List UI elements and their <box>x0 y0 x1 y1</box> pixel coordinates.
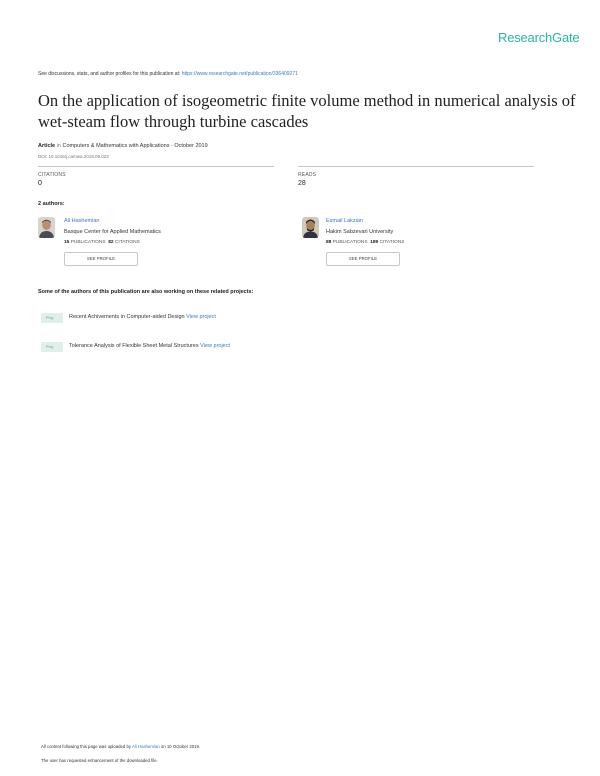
authors-heading: 2 authors: <box>38 201 65 207</box>
author-1-publications-count: 15 <box>64 240 70 245</box>
reads-label: READS <box>298 172 317 178</box>
citations-label: CITATIONS <box>38 172 66 178</box>
doi: DOI: 10.1016/j.camwa.2019.09.023 <box>38 154 109 159</box>
project-item-1 <box>69 314 216 320</box>
source-note-prefix: See discussions, stats, and author profiles for this publication at: <box>38 71 182 77</box>
paper-title: On the application of isogeometric finite volume method in numerical analysis of wet-steam flow through turbine cascades <box>38 91 576 131</box>
author-stats-2 <box>326 240 404 245</box>
author-affiliation-1: Basque Center for Applied Mathematics <box>64 229 161 235</box>
view-project-link-1[interactable]: View project <box>186 314 216 320</box>
author-2-publications-label: PUBLICATIONS <box>332 240 368 245</box>
avatar-author-2[interactable] <box>302 217 319 238</box>
author-name-2[interactable]: Esmail Lakzian <box>326 218 363 224</box>
avatar-author-1[interactable] <box>38 217 55 238</box>
project-name-2: Tolerance Analysis of Flexible Sheet Metal Structures <box>69 343 199 349</box>
uploader-link[interactable]: Ali Hashemian <box>132 744 160 749</box>
citations-count: 0 <box>38 180 42 187</box>
project-item-2 <box>69 343 230 349</box>
author-2-publications-count: 88 <box>326 240 332 245</box>
article-type: Article <box>38 143 56 149</box>
researchgate-logo[interactable]: ResearchGate <box>498 30 580 45</box>
in-label: in <box>56 143 61 149</box>
reads-count: 28 <box>298 180 306 187</box>
citations-divider <box>38 166 274 167</box>
project-icon-2 <box>41 342 63 352</box>
project-icon-2-text: Proj. <box>46 344 55 349</box>
author-2-citations-label: CITATIONS <box>379 240 405 245</box>
publication-url-link[interactable]: https://www.researchgate.net/publication/336409271 <box>181 71 298 77</box>
view-project-link-2[interactable]: View project <box>200 343 231 349</box>
see-profile-button-2[interactable]: SEE PROFILE <box>326 252 400 266</box>
enhancement-note: The user has requested enhancement of the downloaded file. <box>41 758 158 763</box>
see-profile-button-1[interactable]: SEE PROFILE <box>64 252 138 266</box>
project-icon-1 <box>41 313 63 323</box>
upload-suffix: on 10 October 2019. <box>159 744 201 749</box>
author-1-citations-count: 82 <box>108 240 114 245</box>
upload-prefix: All content following this page was uploaded by <box>41 744 133 749</box>
publication-source-note <box>38 71 298 77</box>
author-1-publications-label: PUBLICATIONS <box>70 240 106 245</box>
related-projects-heading: Some of the authors of this publication are also working on these related projects: <box>38 289 254 295</box>
author-stats-1 <box>64 240 140 245</box>
author-photo-icon <box>38 217 55 238</box>
reads-divider <box>298 166 534 167</box>
author-photo-icon <box>302 217 319 238</box>
author-name-1[interactable]: Ali Hashemian <box>64 218 100 224</box>
project-name-1: Recent Achivements in Computer-aided Design <box>69 314 185 320</box>
author-1-citations-label: CITATIONS <box>114 240 140 245</box>
upload-note <box>41 744 200 749</box>
journal-venue[interactable]: Computers & Mathematics with Applications · October 2019 <box>62 143 208 149</box>
author-2-citations-count: 189 <box>370 240 379 245</box>
project-icon-1-text: Proj. <box>46 315 55 320</box>
author-affiliation-2: Hakim Sabzevari University <box>326 229 394 235</box>
article-meta <box>38 143 208 149</box>
